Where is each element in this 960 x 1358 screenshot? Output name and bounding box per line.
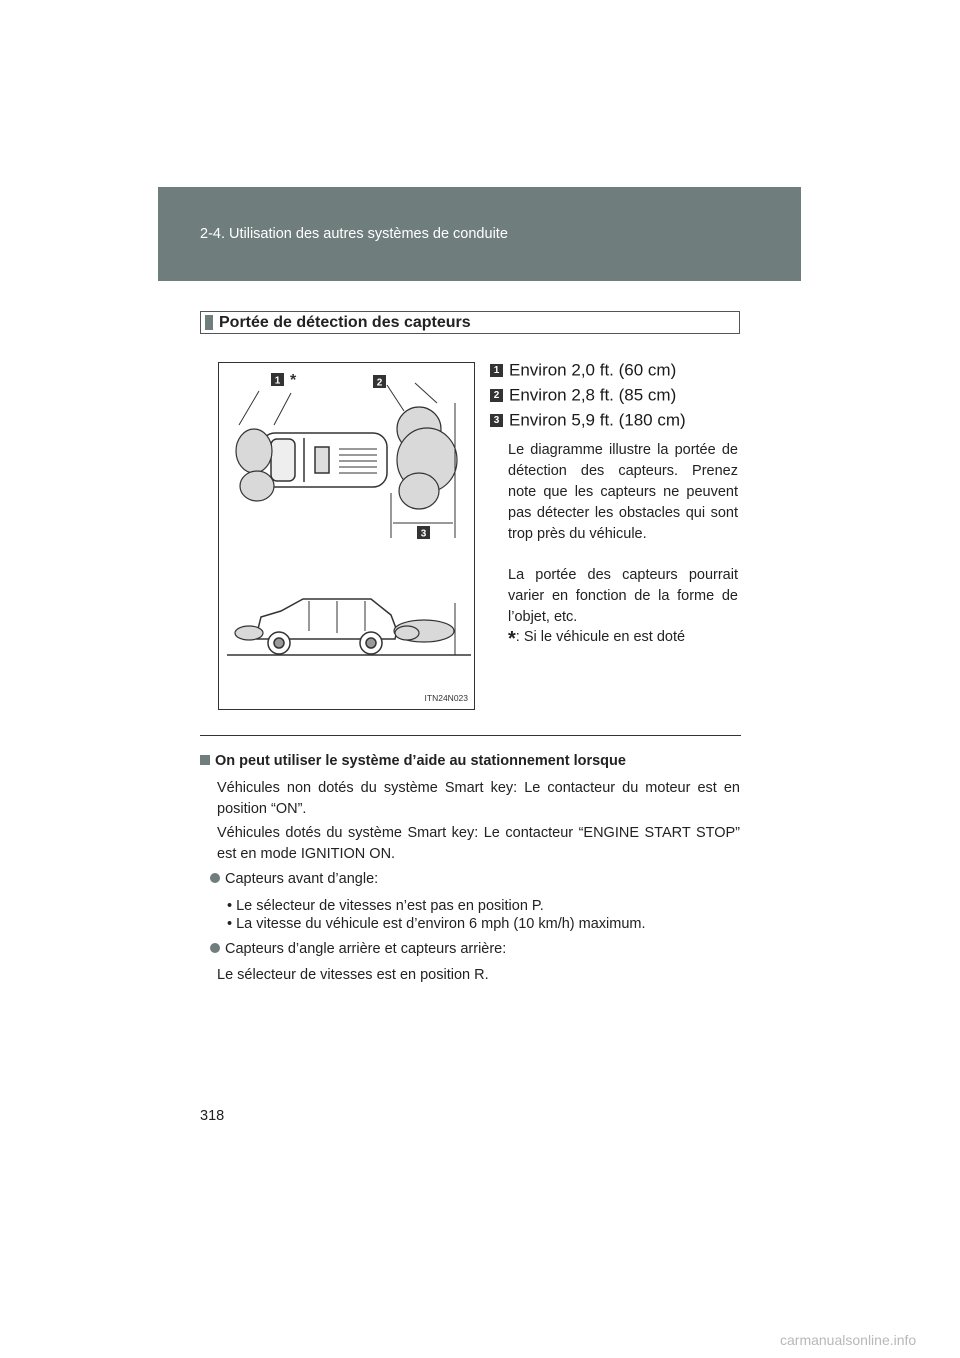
rear-text: Capteurs d’angle arrière et capteurs arrière: — [225, 941, 507, 957]
legend-number-1: 1 — [490, 364, 503, 377]
heading-marker — [200, 755, 210, 765]
figure-code: ITN24N023 — [424, 693, 468, 703]
section-marker — [205, 315, 213, 330]
legend-item-2 — [490, 385, 740, 410]
label-asterisk: * — [290, 372, 297, 389]
note-text: : Si le véhicule en est doté — [515, 629, 686, 645]
legend-item-3 — [490, 410, 740, 435]
label-1: 1 — [274, 375, 281, 387]
bullet-dot — [210, 943, 220, 953]
car-top-view — [261, 433, 387, 487]
section-title: Portée de détection des capteurs — [219, 314, 471, 331]
legend-item-1 — [490, 360, 740, 385]
conditions-heading-text: On peut utiliser le système d’aide au stationnement lorsque — [215, 753, 626, 769]
front-corner-bullet — [210, 869, 750, 890]
sensor-diagram-svg — [219, 363, 476, 711]
smart-key-text: Véhicules dotés du système Smart key: Le contacteur “ENGINE START STOP” est en mode IGNITION ON. — [217, 825, 740, 862]
conditions-heading — [200, 751, 740, 772]
front-corner-text: Capteurs avant d’angle: — [225, 871, 379, 887]
note-asterisk: * — [508, 628, 516, 650]
front-sub-1: • Le sélecteur de vitesses n’est pas en position P. — [227, 898, 544, 914]
bullet-dot — [210, 873, 220, 883]
legend-text-2: Environ 2,8 ft. (85 cm) — [509, 385, 677, 405]
chapter-title: 2-4. Utilisation des autres systèmes de conduite — [200, 226, 508, 242]
front-sub-2: • La vitesse du véhicule est d’environ 6 mph (10 km/h) maximum. — [227, 916, 646, 932]
rear-bullet — [210, 939, 750, 960]
label-2: 2 — [376, 377, 383, 389]
page-number: 318 — [200, 1108, 225, 1124]
legend-text-3: Environ 5,9 ft. (180 cm) — [509, 410, 686, 430]
car-side-view — [257, 599, 397, 654]
chapter-header — [158, 187, 801, 281]
section-title-bar — [200, 311, 740, 334]
legend-number-2: 2 — [490, 389, 503, 402]
legend-number-3: 3 — [490, 414, 503, 427]
sensor-range-diagram — [218, 362, 475, 710]
range-legend — [490, 360, 740, 435]
legend-text-1: Environ 2,0 ft. (60 cm) — [509, 360, 677, 380]
rear-sub-text: Le sélecteur de vitesses est en position R. — [217, 967, 489, 983]
section-divider — [200, 735, 741, 736]
watermark: carmanualsonline.info — [780, 1332, 917, 1348]
equipment-note — [508, 628, 685, 651]
range-variation-note: La portée des capteurs pourrait varier en fonction de la forme de l’objet, etc. — [508, 567, 738, 625]
diagram-description: Le diagramme illustre la portée de détection des capteurs. Prenez note que les capteurs ne peuvent pas détecter les obstacles qui sont trop près du véhicule. — [508, 442, 738, 542]
no-smart-key-text: Véhicules non dotés du système Smart key: Le contacteur du moteur est en position “ON”. — [217, 780, 740, 817]
label-3: 3 — [420, 528, 427, 540]
